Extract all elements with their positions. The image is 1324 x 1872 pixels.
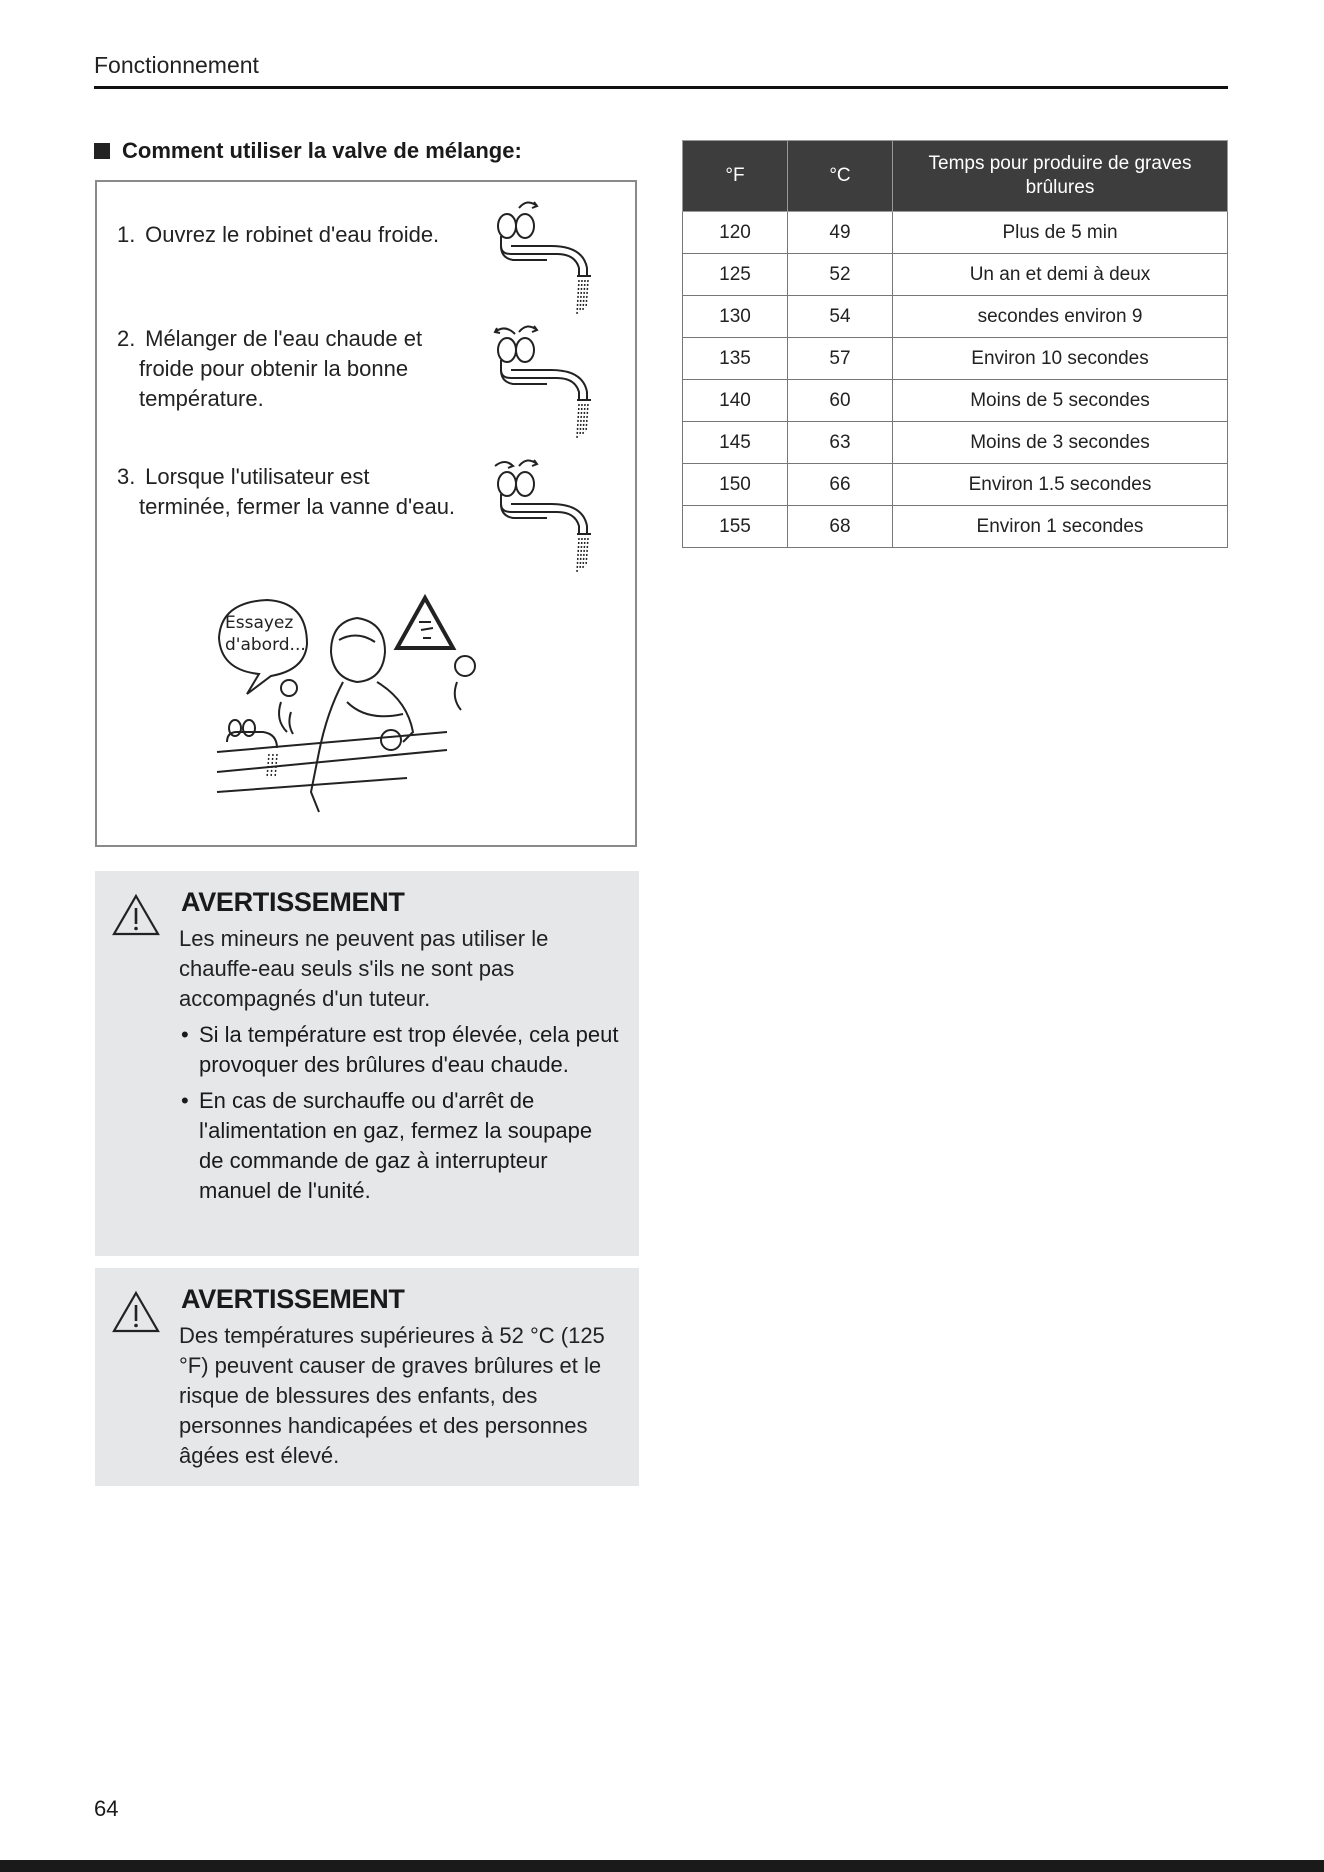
warning-bullet-list bbox=[179, 1020, 619, 1206]
warning-box-minors bbox=[95, 871, 639, 1256]
table-row bbox=[683, 254, 1228, 296]
cell-burn-time: Plus de 5 min bbox=[893, 212, 1228, 254]
step-2-line-3: température. bbox=[139, 386, 264, 411]
section-heading bbox=[94, 138, 522, 164]
warning-box-temperature bbox=[95, 1268, 639, 1486]
faucet-close-icon bbox=[487, 454, 597, 574]
table-row bbox=[683, 212, 1228, 254]
header-celsius: °C bbox=[788, 141, 893, 212]
cell-fahrenheit: 135 bbox=[683, 338, 788, 380]
cell-fahrenheit: 125 bbox=[683, 254, 788, 296]
step-3 bbox=[117, 462, 455, 522]
warning-bullet: • En cas de surchauffe ou d'arrêt de l'alimentation en gaz, fermez la soupape de commande de gaz à interrupteur manuel de l'unité. bbox=[179, 1086, 619, 1206]
step-1-line-1: Ouvrez le robinet d'eau froide. bbox=[145, 222, 440, 247]
cell-celsius: 57 bbox=[788, 338, 893, 380]
cell-fahrenheit: 150 bbox=[683, 464, 788, 506]
warning-bullet: • Si la température est trop élevée, cela peut provoquer des brûlures d'eau chaude. bbox=[179, 1020, 619, 1080]
header-divider bbox=[94, 86, 1228, 89]
table-row bbox=[683, 296, 1228, 338]
burn-time-table bbox=[682, 140, 1228, 548]
faucet-cold-open-icon bbox=[487, 196, 597, 316]
table-row bbox=[683, 380, 1228, 422]
table-row bbox=[683, 464, 1228, 506]
heading-bullet-square bbox=[94, 143, 110, 159]
cell-celsius: 49 bbox=[788, 212, 893, 254]
cell-fahrenheit: 140 bbox=[683, 380, 788, 422]
warning-title: AVERTISSEMENT bbox=[181, 1284, 405, 1314]
warning-intro: Les mineurs ne peuvent pas utiliser le chauffe-eau seuls s'ils ne sont pas accompagnés d'un tuteur. bbox=[179, 926, 549, 1011]
page-header-title: Fonctionnement bbox=[94, 52, 259, 78]
cell-burn-time: Un an et demi à deux bbox=[893, 254, 1228, 296]
speech-bubble-line-1: Essayez bbox=[225, 613, 294, 633]
warning-triangle-icon bbox=[111, 1290, 161, 1334]
cell-burn-time: Environ 10 secondes bbox=[893, 338, 1228, 380]
step-1 bbox=[117, 220, 439, 250]
bottom-edge-bar bbox=[0, 1860, 1324, 1872]
cell-celsius: 54 bbox=[788, 296, 893, 338]
cell-celsius: 60 bbox=[788, 380, 893, 422]
bath-test-illustration bbox=[207, 582, 527, 822]
section-heading-text: Comment utiliser la valve de mélange: bbox=[122, 138, 522, 163]
warning-triangle-icon bbox=[111, 893, 161, 937]
cell-celsius: 66 bbox=[788, 464, 893, 506]
cell-celsius: 68 bbox=[788, 506, 893, 548]
cell-burn-time: Moins de 5 secondes bbox=[893, 380, 1228, 422]
cell-burn-time: Environ 1.5 secondes bbox=[893, 464, 1228, 506]
cell-burn-time: Moins de 3 secondes bbox=[893, 422, 1228, 464]
table-row bbox=[683, 338, 1228, 380]
header-burn-time: Temps pour produire de graves brûlures bbox=[893, 141, 1228, 212]
cell-fahrenheit: 120 bbox=[683, 212, 788, 254]
mixing-valve-steps-box bbox=[95, 180, 637, 847]
step-2-line-2: froide pour obtenir la bonne bbox=[139, 356, 409, 381]
table-row bbox=[683, 506, 1228, 548]
cell-burn-time: secondes environ 9 bbox=[893, 296, 1228, 338]
header-fahrenheit: °F bbox=[683, 141, 788, 212]
step-1-number: 1. bbox=[117, 222, 136, 247]
step-2-number: 2. bbox=[117, 326, 136, 351]
table-header-row bbox=[683, 141, 1228, 212]
cell-celsius: 52 bbox=[788, 254, 893, 296]
cell-fahrenheit: 155 bbox=[683, 506, 788, 548]
step-2 bbox=[117, 324, 422, 414]
table-row bbox=[683, 422, 1228, 464]
step-3-number: 3. bbox=[117, 464, 136, 489]
step-3-line-2: terminée, fermer la vanne d'eau. bbox=[139, 494, 456, 519]
cell-fahrenheit: 145 bbox=[683, 422, 788, 464]
page-number: 64 bbox=[94, 1796, 119, 1821]
warning-title: AVERTISSEMENT bbox=[181, 887, 405, 917]
cell-celsius: 63 bbox=[788, 422, 893, 464]
faucet-mix-icon bbox=[487, 320, 597, 440]
step-2-line-1: Mélanger de l'eau chaude et bbox=[145, 326, 423, 351]
cell-burn-time: Environ 1 secondes bbox=[893, 506, 1228, 548]
step-3-line-1: Lorsque l'utilisateur est bbox=[145, 464, 370, 489]
cell-fahrenheit: 130 bbox=[683, 296, 788, 338]
warning-intro: Des températures supérieures à 52 °C (125 °F) peuvent causer de graves brûlures et le risque de blessures des enfants, des personnes handicapées et des personnes âgées est élevé. bbox=[179, 1323, 605, 1468]
speech-bubble-line-2: d'abord... bbox=[225, 635, 306, 655]
